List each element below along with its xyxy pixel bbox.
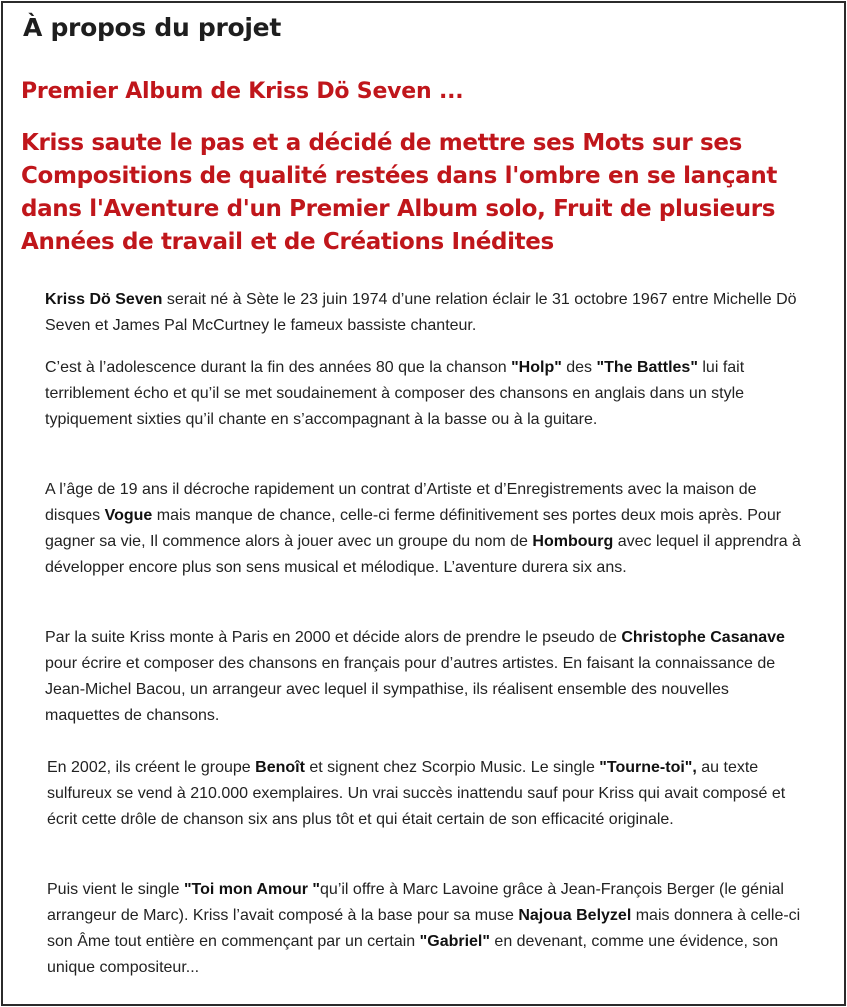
bold-term: "Gabriel" xyxy=(419,933,490,950)
paragraph-text: En 2002, ils créent le groupe xyxy=(47,759,256,776)
bold-term: "Holp" xyxy=(511,359,562,376)
lead-paragraph: Kriss saute le pas et a décidé de mettre ses Mots sur ses Compositions de qualité restées dans l'ombre en se lançant dans l'Aventure d'un Premier Album solo, Fruit de plusieurs Années de travail et de Créations Inédites xyxy=(21,130,777,255)
biography-paragraph-6 xyxy=(47,877,807,981)
paragraph-text: en devenant, comme une évidence, son unique compositeur... xyxy=(47,933,779,976)
biography-paragraph-4 xyxy=(45,625,805,729)
bold-term: "The Battles" xyxy=(596,359,698,376)
bold-term: Najoua Belyzel xyxy=(518,907,632,924)
paragraph-text: des xyxy=(561,359,597,376)
biography-paragraph-3 xyxy=(45,477,805,581)
paragraph-text: A l’âge de 19 ans il décroche rapidement un contrat d’Artiste et d’Enregistrements avec la maison de disques xyxy=(45,481,757,524)
paragraph-text: pour écrire et composer des chansons en français pour d’autres artistes. En faisant la connaissance de Jean-Michel Bacou, un arrangeur avec lequel il sympathise, ils réalisent ensemble des nouvelles maquettes de chansons. xyxy=(45,655,776,724)
paragraph-text: mais manque de chance, celle-ci ferme définitivement ses portes deux mois après. Pour gagner sa vie, Il commence alors à jouer avec un groupe du nom de xyxy=(45,507,782,550)
paragraph-text: au texte sulfureux se vend à 210.000 exemplaires. Un vrai succès inattendu sauf pour Kriss qui avait composé et écrit cette drôle de chanson six ans plus tôt et qui était certain de son efficacité originale. xyxy=(47,759,786,828)
about-panel xyxy=(1,1,846,1006)
album-headline: Premier Album de Kriss Dö Seven ... xyxy=(21,79,464,104)
paragraph-text: lui fait terriblement écho et qu’il se met soudainement à composer des chansons en anglais dans un style typiquement sixties qu’il chante en s’accompagnant à la basse ou à la guitare. xyxy=(45,359,745,428)
biography-paragraph-5 xyxy=(47,755,807,833)
paragraph-text: Puis vient le single xyxy=(47,881,184,898)
paragraph-text: et signent chez Scorpio Music. Le single xyxy=(304,759,600,776)
paragraph-text: avec lequel il apprendra à développer encore plus son sens musical et mélodique. L’aventure durera six ans. xyxy=(45,533,801,576)
paragraph-text: Par la suite Kriss monte à Paris en 2000 et décide alors de prendre le pseudo de xyxy=(45,629,622,646)
bold-term: "Toi mon Amour " xyxy=(183,881,321,898)
section-title: À propos du projet xyxy=(23,13,281,42)
paragraph-text: mais donnera à celle-ci son Âme tout entière en commençant par un certain xyxy=(47,907,801,950)
bold-term: Benoît xyxy=(255,759,305,776)
bold-term: "Tourne-toi", xyxy=(599,759,697,776)
biography-paragraph-2 xyxy=(45,355,805,433)
paragraph-text: serait né à Sète le 23 juin 1974 d’une relation éclair le 31 octobre 1967 entre Michelle Dö Seven et James Pal McCurtney le fameux bassiste chanteur. xyxy=(45,291,797,334)
biography-paragraph-1 xyxy=(45,287,805,339)
bold-term: Vogue xyxy=(104,507,153,524)
paragraph-text: C’est à l’adolescence durant la fin des années 80 que la chanson xyxy=(45,359,512,376)
bold-term: Christophe Casanave xyxy=(621,629,785,646)
bold-term: Kriss Dö Seven xyxy=(45,291,163,308)
bold-term: Hombourg xyxy=(532,533,614,550)
paragraph-text: qu’il offre à Marc Lavoine grâce à Jean-François Berger (le génial arrangeur de Marc). Kriss l’avait composé à la base pour sa muse xyxy=(47,881,784,924)
